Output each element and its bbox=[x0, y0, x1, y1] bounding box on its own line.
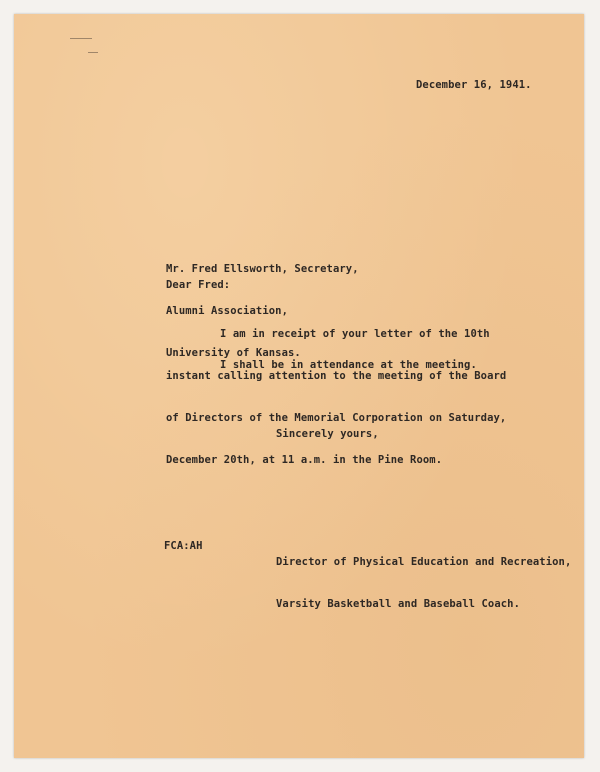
body-line: I am in receipt of your letter of the 10th bbox=[220, 328, 490, 340]
attendance-paragraph: I shall be in attendance at the meeting. bbox=[220, 359, 477, 371]
letter-date: December 16, 1941. bbox=[416, 79, 532, 91]
body-line: of Directors of the Memorial Corporation on Saturday, bbox=[166, 412, 507, 424]
reference-initials: FCA:AH bbox=[164, 540, 203, 552]
body-line: December 20th, at 11 a.m. in the Pine Room. bbox=[166, 454, 443, 466]
salutation: Dear Fred: bbox=[166, 279, 231, 291]
signatory-title bbox=[276, 527, 571, 639]
title-line: Varsity Basketball and Baseball Coach. bbox=[276, 598, 521, 610]
letter-page bbox=[14, 14, 584, 758]
title-line: Director of Physical Education and Recreation, bbox=[276, 556, 572, 568]
address-line: University of Kansas. bbox=[166, 347, 301, 359]
address-line: Mr. Fred Ellsworth, Secretary, bbox=[166, 263, 359, 275]
address-line: Alumni Association, bbox=[166, 305, 289, 317]
corner-pencil-mark bbox=[70, 38, 92, 39]
body-line: instant calling attention to the meeting of the Board bbox=[166, 370, 507, 382]
letter-body bbox=[166, 299, 506, 495]
corner-pencil-mark bbox=[88, 52, 98, 53]
closing: Sincerely yours, bbox=[276, 428, 379, 440]
